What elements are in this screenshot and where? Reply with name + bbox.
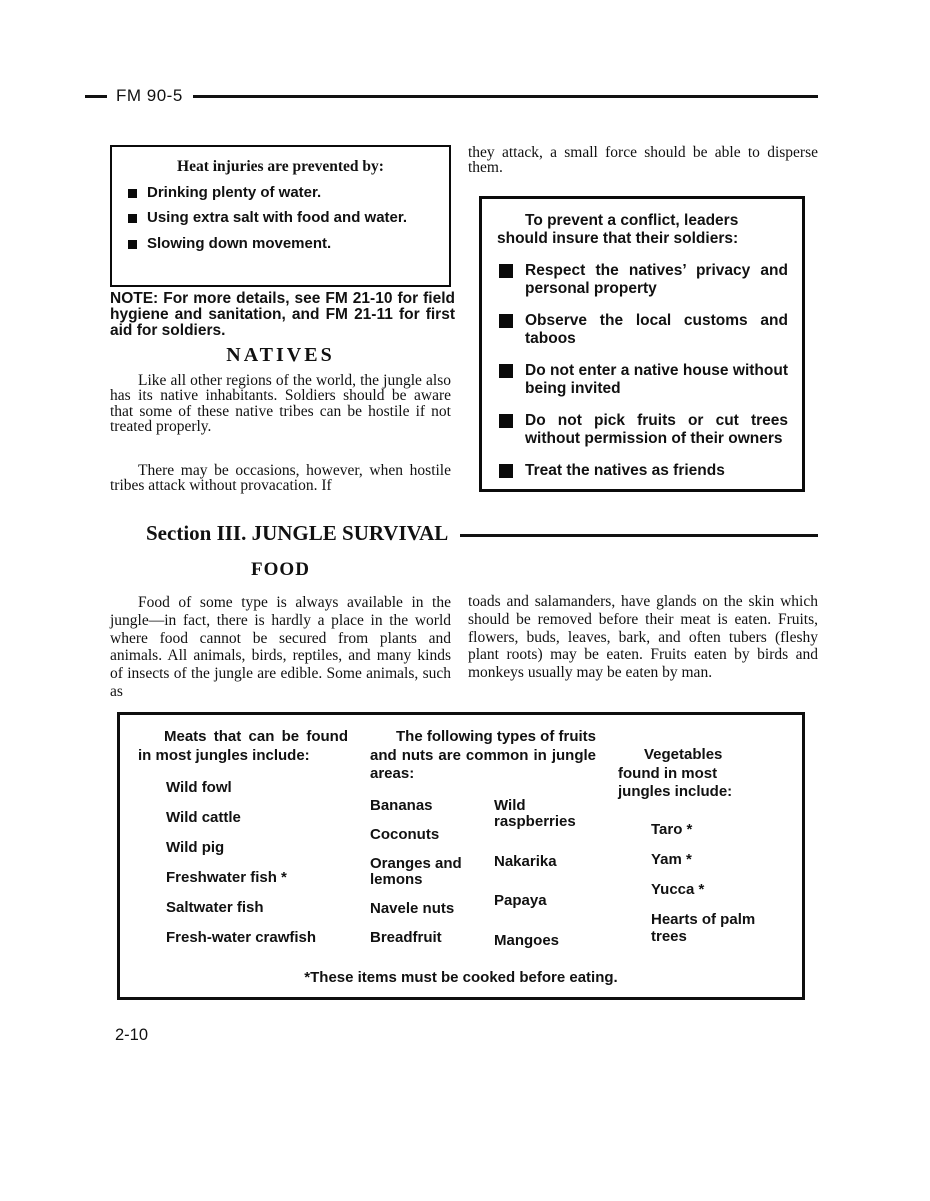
food-paragraph-left <box>110 594 451 701</box>
meats-column <box>138 728 370 972</box>
food-table-grid <box>120 715 802 972</box>
vegetables-column-header: Vegetables found in most jungles include: <box>618 746 733 800</box>
bullet-square-icon <box>128 214 137 223</box>
list-item: Saltwater fish <box>166 899 264 916</box>
fruits-column <box>370 728 618 972</box>
meats-list <box>138 779 370 947</box>
conflict-bullet-text: Do not pick fruits or cut trees without permission of their owners <box>525 412 788 447</box>
paragraph-text: Like all other regions of the world, the jungle also has its native inhabitants. Soldiers should be aware that some of these native tribes can be hostile if not treated properly. <box>110 372 451 435</box>
heat-injuries-box <box>110 145 451 287</box>
paragraph-text: Food of some type is always available in the jungle—in fact, there is hardly a place in the world where food cannot be secured from plants and animals. All animals, birds, reptiles, and many kinds of insects of the jungle are edible. Some animals, such as <box>110 594 451 700</box>
list-item: Navele nuts <box>370 900 455 917</box>
heat-bullet-text: Slowing down movement. <box>147 234 332 252</box>
continuation-paragraph: they attack, a small force should be able to disperse them. <box>468 144 818 177</box>
list-item: Breadfruit <box>370 929 442 946</box>
list-item: Wild pig <box>166 839 225 856</box>
list-item <box>126 236 435 253</box>
meats-column-header: Meats that can be found in most jungles include: <box>138 728 348 764</box>
fruits-sublists <box>370 798 618 973</box>
conflict-bullet-text: Do not enter a native house without being invited <box>525 362 788 397</box>
list-item: Papaya <box>494 892 547 909</box>
page-header <box>85 86 818 106</box>
conflict-bullet-text: Respect the natives’ privacy and personal property <box>525 262 788 297</box>
prevent-conflict-box <box>479 196 805 492</box>
list-item: Wild fowl <box>166 779 232 796</box>
list-item <box>497 262 788 298</box>
list-item: Hearts of palm trees <box>651 910 756 945</box>
list-item <box>497 312 788 348</box>
list-item: Yucca * <box>651 880 705 898</box>
page-number: 2-10 <box>115 1026 149 1044</box>
list-item <box>497 462 788 480</box>
heat-bullet-text: Drinking plenty of water. <box>147 183 322 201</box>
natives-paragraph-1 <box>110 373 451 434</box>
natives-heading: NATIVES <box>226 344 335 366</box>
list-item: Wild raspberries <box>494 796 576 830</box>
conflict-bullet-text: Observe the local customs and taboos <box>525 312 788 347</box>
bullet-square-icon <box>499 364 513 378</box>
vegetables-list <box>618 821 788 946</box>
conflict-box-title: To prevent a conflict, leaders should insure that their soldiers: <box>497 212 739 247</box>
header-rule <box>193 95 818 98</box>
header-dash-rule <box>85 95 107 98</box>
food-sources-table <box>117 712 805 1000</box>
fruits-list-b <box>494 798 618 973</box>
list-item <box>126 185 435 202</box>
heat-bullet-text: Using extra salt with food and water. <box>147 209 408 226</box>
bullet-square-icon <box>128 189 137 198</box>
list-item: Bananas <box>370 796 433 814</box>
manual-number: FM 90-5 <box>116 86 183 105</box>
section-heading-text: Section III. JUNGLE SURVIVAL <box>146 521 449 545</box>
bullet-square-icon <box>499 414 513 428</box>
list-item: Fresh-water crawfish <box>166 929 317 946</box>
natives-paragraph-2 <box>110 463 451 494</box>
section-heading <box>146 521 818 546</box>
note-paragraph: NOTE: For more details, see FM 21-10 for field hygiene and sanitation, and FM 21-11 for first aid for soldiers. <box>110 290 455 339</box>
vegetables-column <box>618 728 788 972</box>
list-item: Taro * <box>651 820 693 838</box>
list-item: Coconuts <box>370 825 440 843</box>
food-heading: FOOD <box>251 559 310 580</box>
list-item: Yam * <box>651 850 692 868</box>
list-item <box>126 210 435 227</box>
fruits-column-header: The following types of fruits and nuts are common in jungle areas: <box>370 728 596 782</box>
food-paragraph-right: toads and salamanders, have glands on the skin which should be removed before their meat is eaten. Fruits, flowers, buds, leaves, bark, and often tubers (fleshy plant roots) may be eaten. Fruits eaten by birds and monkeys usually may be eaten by man. <box>468 593 818 682</box>
list-item: Freshwater fish * <box>166 869 287 886</box>
bullet-square-icon <box>128 240 137 249</box>
list-item <box>497 412 788 448</box>
conflict-bullet-text: Treat the natives as friends <box>525 462 725 479</box>
bullet-square-icon <box>499 264 513 278</box>
heat-box-title: Heat injuries are prevented by: <box>177 158 384 175</box>
bullet-square-icon <box>499 314 513 328</box>
paragraph-text: There may be occasions, however, when hostile tribes attack without provacation. If <box>110 462 451 495</box>
fruits-list-a <box>370 798 494 973</box>
list-item <box>497 362 788 398</box>
list-item: Wild cattle <box>166 809 241 826</box>
list-item: Nakarika <box>494 852 557 870</box>
list-item: Oranges and lemons <box>370 854 462 888</box>
section-heading-rule <box>460 534 818 537</box>
list-item: Mangoes <box>494 931 560 949</box>
table-footnote: *These items must be cooked before eating. <box>304 968 618 986</box>
bullet-square-icon <box>499 464 513 478</box>
